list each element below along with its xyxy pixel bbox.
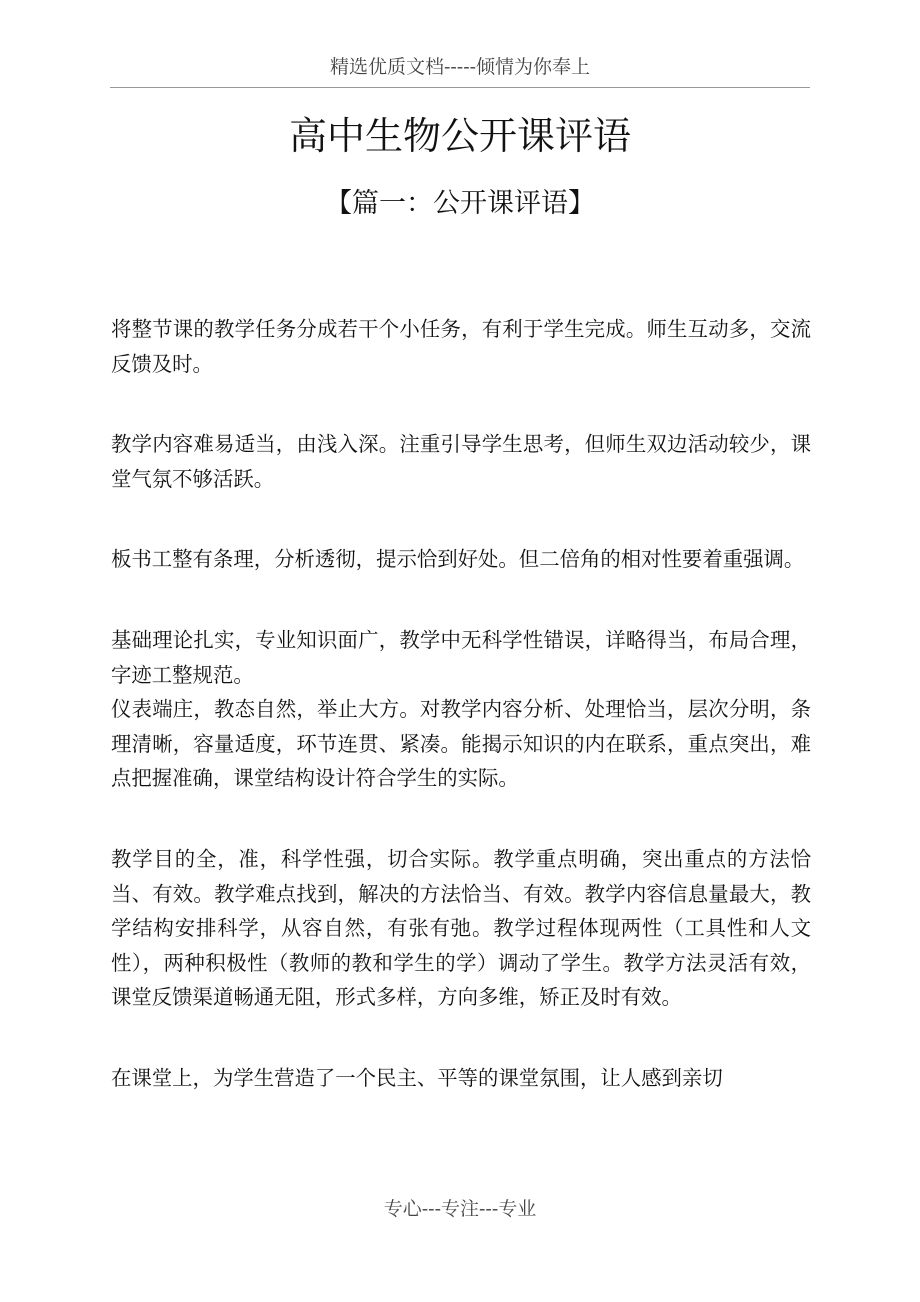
document-body: [111, 312, 811, 1096]
paragraph-5: 仪表端庄，教态自然，举止大方。对教学内容分析、处理恰当，层次分明，条理清晰，容量适度，环节连贯、紧凑。能揭示知识的内在联系，重点突出，难点把握准确，课堂结构设计符合学生的实际。: [111, 697, 811, 791]
paragraph-2: 教学内容难易适当，由浅入深。注重引导学生思考，但师生双边活动较少，课堂气氛不够活跃。: [111, 432, 811, 491]
document-title: 高中生物公开课评语: [288, 114, 631, 158]
paragraph-4: 基础理论扎实，专业知识面广，教学中无科学性错误，详略得当，布局合理，字迹工整规范。: [111, 627, 811, 687]
paragraph-3: 板书工整有条理，分析透彻，提示恰到好处。但二倍角的相对性要着重强调。: [111, 547, 805, 572]
header-divider: [110, 87, 810, 88]
paragraph-6: 教学目的全，准，科学性强，切合实际。教学重点明确，突出重点的方法恰当、有效。教学难点找到，解决的方法恰当、有效。教学内容信息量最大，教学结构安排科学，从容自然，有张有弛。教学过程体现两性（工具性和人文性），两种积极性（教师的教和学生的学）调动了学生。教学方法灵活有效，课堂反馈渠道畅通无阻，形式多样，方向多维，矫正及时有效。: [111, 846, 811, 1010]
document-subtitle: 【篇一：公开课评语】: [325, 188, 595, 219]
paragraph-7: 在课堂上，为学生营造了一个民主、平等的课堂氛围，让人感到亲切: [111, 1065, 723, 1090]
page-header: 精选优质文档-----倾情为你奉上: [329, 56, 591, 78]
paragraph-1: 将整节课的教学任务分成若干个小任务，有利于学生完成。师生互动多，交流反馈及时。: [111, 317, 811, 376]
page-footer: 专心---专注---专业: [383, 1198, 537, 1220]
